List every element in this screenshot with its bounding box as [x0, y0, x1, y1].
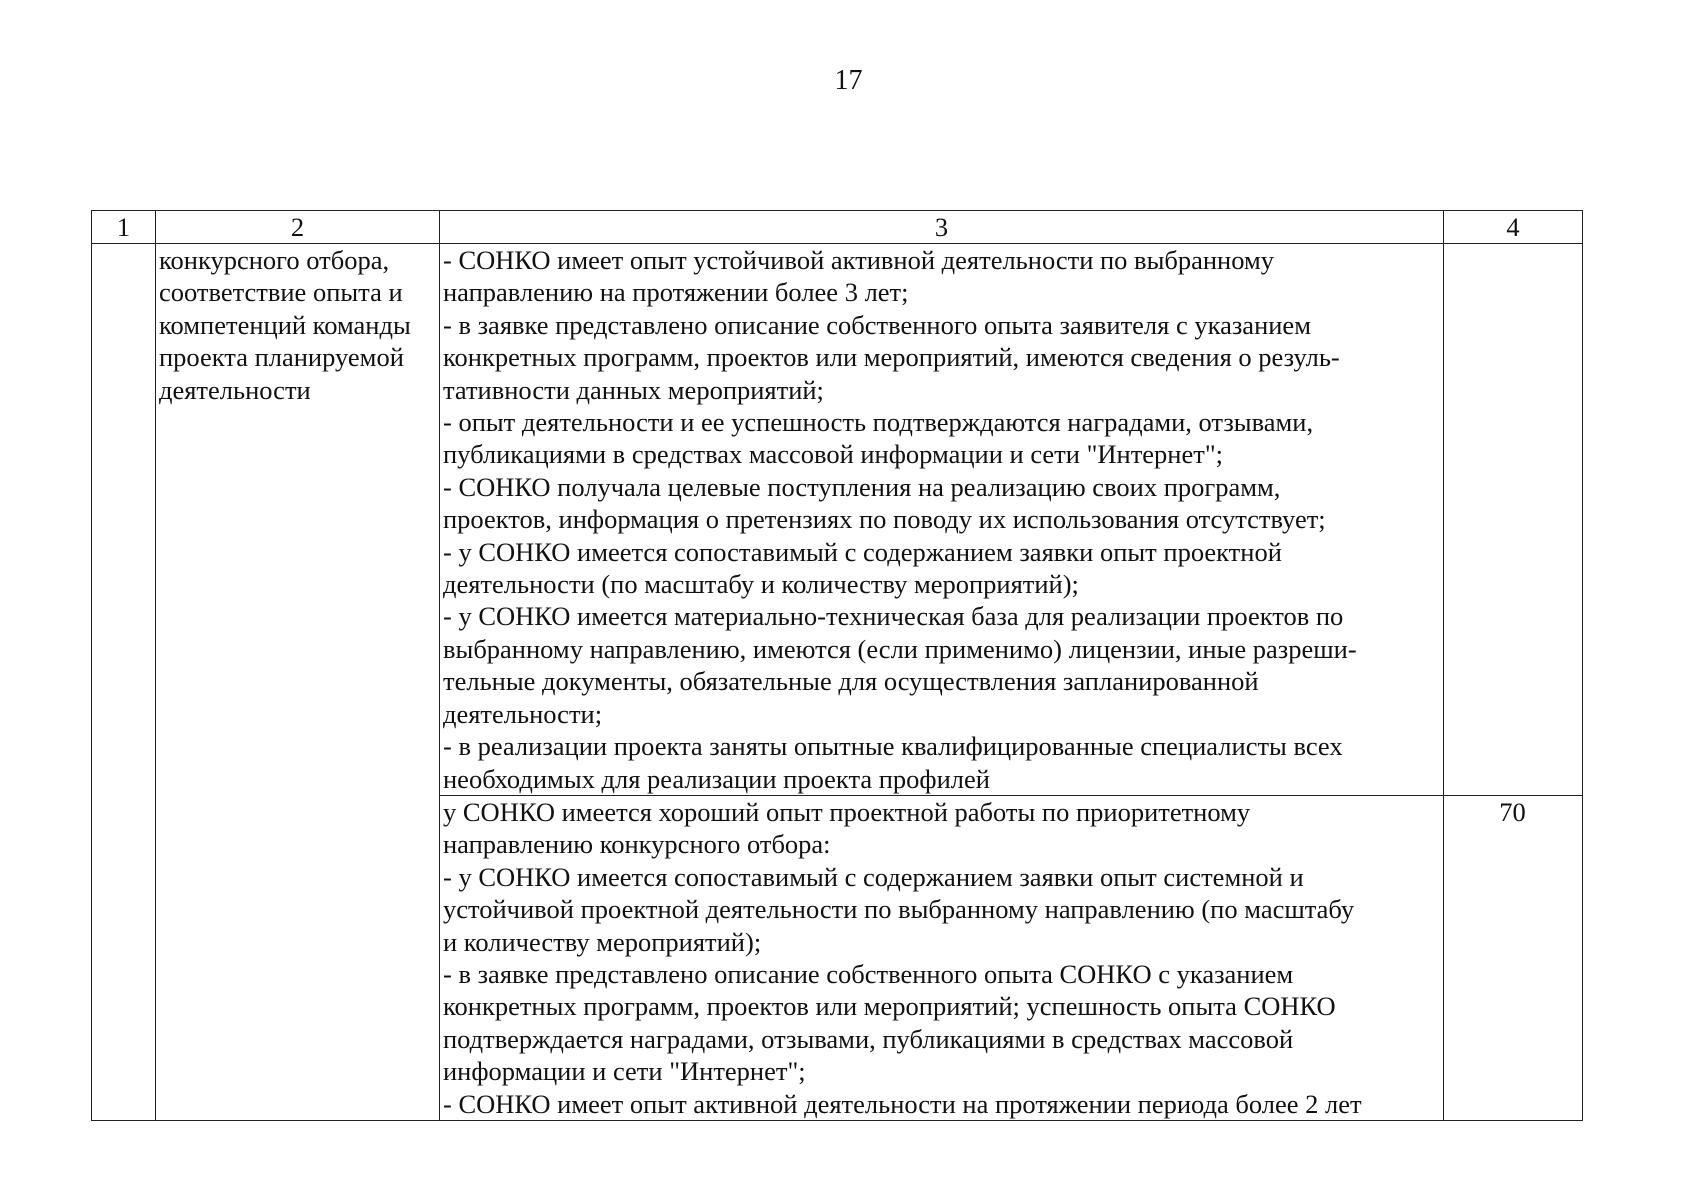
description-line: выбранному направлению, имеются (если применимо) лицензии, иные разреши-	[443, 633, 1357, 664]
description-line: деятельности (по масштабу и количеству мероприятий);	[443, 569, 1079, 600]
description-line: - у СОНКО имеется сопоставимый с содержанием заявки опыт проектной	[443, 536, 1282, 567]
description-line: информации и сети "Интернет";	[443, 1056, 806, 1087]
column-header-1: 1	[92, 211, 156, 244]
description-line: - у СОНКО имеется сопоставимый с содержанием заявки опыт системной и	[443, 861, 1304, 892]
description-line: тельные документы, обязательные для осуществления запланированной	[443, 666, 1259, 697]
description-line: и количеству мероприятий);	[443, 926, 762, 957]
column-header-3: 3	[440, 211, 1444, 244]
description-line: публикациями в средствах массовой информации и сети "Интернет";	[443, 439, 1224, 470]
criterion-line: деятельности	[159, 374, 311, 405]
description-line: - у СОНКО имеется материально-техническая база для реализации проектов по	[443, 601, 1344, 632]
description-line: - опыт деятельности и ее успешность подтверждаются наградами, отзывами,	[443, 407, 1314, 438]
description-line: - в заявке представлено описание собственного опыта заявителя с указанием	[443, 309, 1311, 340]
description-line: у СОНКО имеется хороший опыт проектной работы по приоритетному	[443, 796, 1251, 827]
criterion-line: конкурсного отбора,	[159, 245, 390, 275]
description-text	[443, 244, 1439, 795]
description-line: необходимых для реализации проекта профилей	[443, 763, 990, 794]
table-header-row	[92, 211, 1583, 244]
column-header-4: 4	[1444, 211, 1583, 244]
description-line: - СОНКО имеет опыт устойчивой активной деятельности по выбранному	[443, 245, 1274, 275]
description-line: устойчивой проектной деятельности по выбранному направлению (по масштабу	[443, 894, 1355, 925]
description-line: подтверждается наградами, отзывами, публикациями в средствах массовой	[443, 1023, 1294, 1054]
criterion-line: соответствие опыта и	[159, 277, 403, 308]
criterion-text	[159, 244, 435, 406]
description-line: конкретных программ, проектов или мероприятий; успешность опыта СОНКО	[443, 991, 1336, 1022]
description-line: - в реализации проекта заняты опытные квалифицированные специалисты всех	[443, 731, 1343, 762]
description-line: тативности данных мероприятий;	[443, 374, 824, 405]
description-line: направлению на протяжении более 3 лет;	[443, 277, 909, 308]
description-line: проектов, информация о претензиях по поводу их использования отсутствует;	[443, 504, 1326, 535]
criteria-table	[91, 210, 1583, 1121]
page-number: 17	[834, 65, 863, 96]
table-row	[92, 244, 1583, 796]
description-line: - в заявке представлено описание собственного опыта СОНКО с указанием	[443, 958, 1294, 989]
column-header-2: 2	[156, 211, 440, 244]
description-line: конкретных программ, проектов или мероприятий, имеются сведения о резуль-	[443, 342, 1340, 373]
criterion-line: компетенций команды	[159, 309, 411, 340]
description-line: - СОНКО имеет опыт активной деятельности на протяжении периода более 2 лет	[443, 1088, 1362, 1119]
description-text	[443, 796, 1439, 1120]
description-line: - СОНКО получала целевые поступления на реализацию своих программ,	[443, 471, 1281, 502]
criterion-line: проекта планируемой	[159, 342, 404, 373]
score-cell: 70	[1444, 795, 1583, 1120]
description-line: направлению конкурсного отбора:	[443, 829, 831, 860]
score-cell	[1444, 244, 1583, 796]
criterion-cell	[156, 244, 440, 1121]
description-line: деятельности;	[443, 698, 603, 729]
description-cell	[440, 795, 1444, 1120]
description-cell	[440, 244, 1444, 796]
number-cell	[92, 244, 156, 1121]
